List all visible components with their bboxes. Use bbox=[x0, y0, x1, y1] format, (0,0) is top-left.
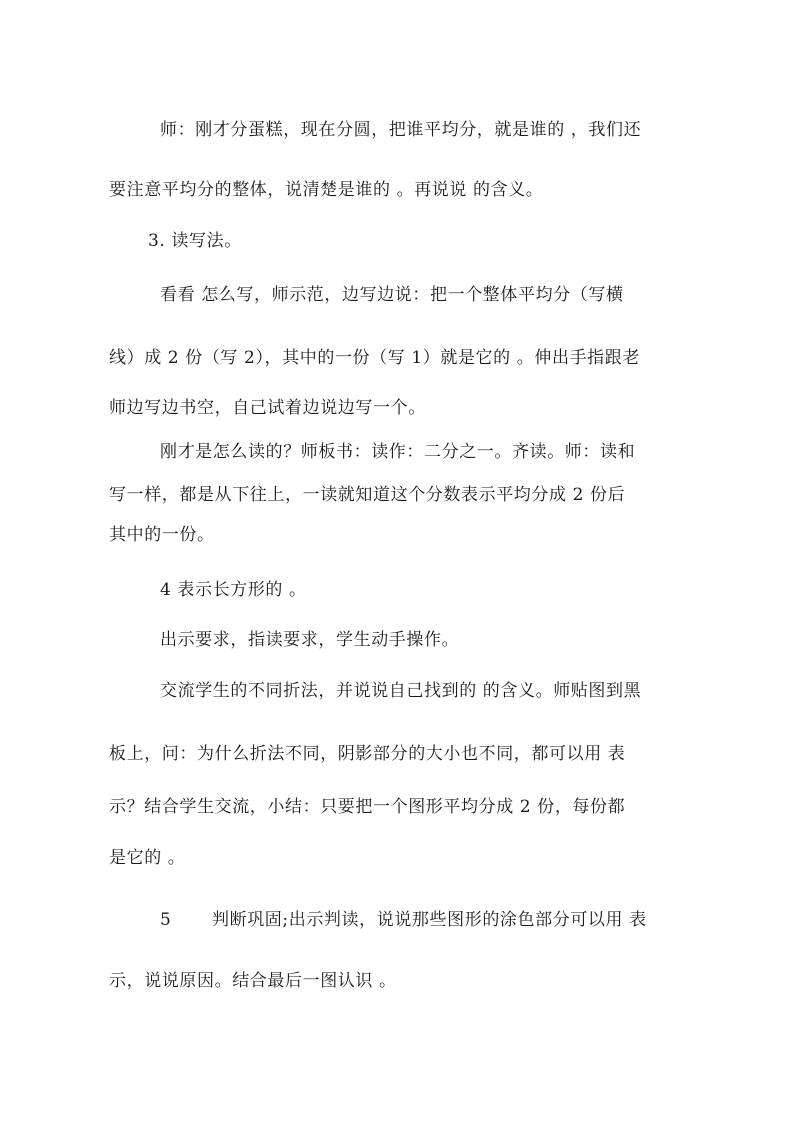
section-heading-3: 3. 读写法。 bbox=[148, 231, 242, 251]
paragraph-line-4: 看看 怎么写，师示范，边写边说：把一个整体平均分（写横 bbox=[160, 285, 624, 305]
paragraph-line-16: 判断巩固;出示判读，说说那些图形的涂色部分可以用 表 bbox=[212, 910, 647, 930]
paragraph-line-2: 要注意平均分的整体，说清楚是谁的 。再说说 的含义。 bbox=[109, 180, 544, 200]
paragraph-line-5: 线）成 2 份（写 2），其中的一份（写 1）就是它的 。伸出手指跟老 bbox=[109, 348, 640, 368]
paragraph-line-6: 师边写边书空，自己试着边说边写一个。 bbox=[109, 398, 426, 418]
paragraph-line-12: 交流学生的不同折法，并说说自己找到的 的含义。师贴图到黑 bbox=[160, 681, 642, 701]
paragraph-line-11: 出示要求，指读要求，学生动手操作。 bbox=[160, 630, 460, 650]
paragraph-line-15: 是它的 。 bbox=[109, 848, 186, 868]
section-number-5: 5 bbox=[160, 910, 172, 930]
paragraph-line-14: 示？结合学生交流，小结：只要把一个图形平均分成 2 份，每份都 bbox=[109, 797, 626, 817]
paragraph-line-13: 板上，问：为什么折法不同，阴影部分的大小也不同，都可以用 表 bbox=[109, 744, 626, 764]
section-heading-4: 4 表示长方形的 。 bbox=[160, 580, 307, 600]
paragraph-line-8: 写一样，都是从下往上，一读就知道这个分数表示平均分成 2 份后 bbox=[109, 485, 626, 505]
paragraph-line-9: 其中的一份。 bbox=[109, 525, 215, 545]
paragraph-line-7: 刚才是怎么读的？师板书：读作：二分之一。齐读。师：读和 bbox=[160, 442, 636, 462]
paragraph-line-1: 师：刚才分蛋糕，现在分圆，把谁平均分，就是谁的 ，我们还 bbox=[160, 120, 642, 140]
paragraph-line-17: 示，说说原因。结合最后一图认识 。 bbox=[109, 971, 397, 991]
